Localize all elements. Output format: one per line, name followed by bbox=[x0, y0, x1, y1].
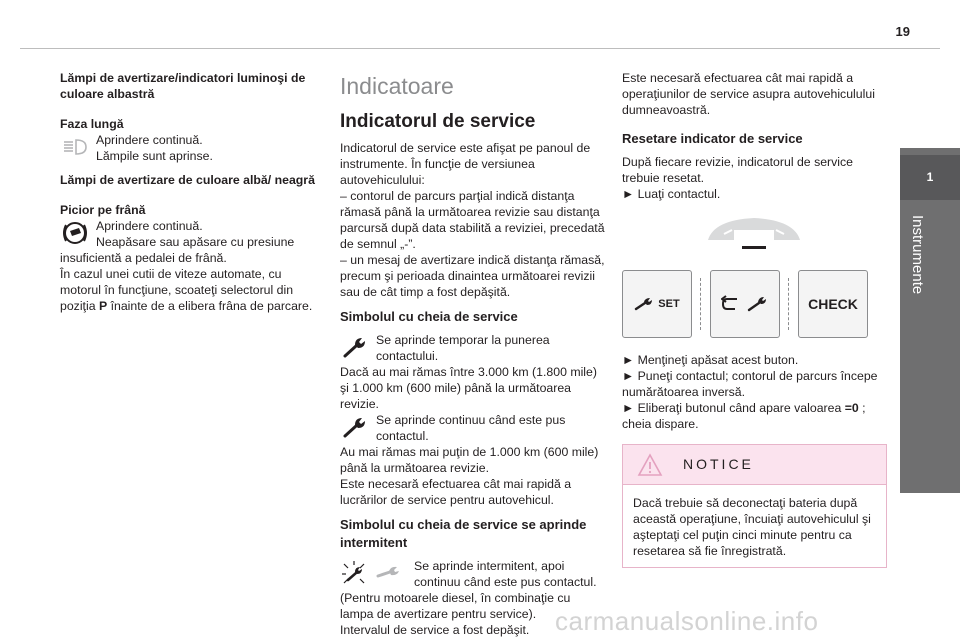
watermark: carmanualsonline.info bbox=[555, 606, 819, 636]
set-button-label: SET bbox=[658, 298, 680, 310]
heading-blue-lamps: Lămpi de avertizare/indicatori luminoşi de culoare albastră bbox=[60, 71, 306, 101]
brake-line1: Aprindere continuă. bbox=[96, 219, 203, 233]
return-wrench-icon bbox=[721, 294, 769, 314]
page-number: 19 bbox=[895, 24, 910, 39]
wrench-flash-entry bbox=[340, 558, 605, 590]
wrench-title: Simbolul cu cheia de service bbox=[340, 309, 518, 324]
notice-box bbox=[622, 444, 887, 568]
reset-step-4-post: ; cheia dispare. bbox=[622, 401, 866, 431]
column-left bbox=[60, 70, 322, 314]
brake-line3-bold: P bbox=[98, 299, 108, 313]
wrench-flash-line1: Se aprinde intermitent, apoi continuu când este pus contactul. bbox=[414, 559, 597, 589]
service-indicator-title: Indicatorul de service bbox=[340, 111, 536, 132]
set-button[interactable] bbox=[622, 270, 692, 338]
reset-step-4-pre: ► Eliberaţi butonul când apare valoarea bbox=[622, 401, 845, 415]
brake-line2: Neapăsare sau apăsare cu presiune insuficientă a pedalei de frână. bbox=[60, 235, 295, 265]
reset-text: După fiecare revizie, indicatorul de service trebuie resetat. bbox=[622, 155, 854, 185]
high-beam-line1: Aprindere continuă. bbox=[96, 133, 203, 147]
wrench-small-icon bbox=[634, 297, 654, 311]
dashed-separator bbox=[700, 278, 702, 330]
wrench-cont-note2: Este necesară efectuarea cât mai rapidă a lucrărilor de service pentru autovehicul. bbox=[340, 477, 572, 507]
reset-title: Resetare indicator de service bbox=[622, 131, 803, 146]
high-beam-line2: Lămpile sunt aprinse. bbox=[96, 149, 213, 163]
wrench-flash-line3: Intervalul de service a fost depăşit. bbox=[340, 623, 530, 637]
instrument-panel-figure bbox=[622, 212, 887, 262]
service-intro: Indicatorul de service este afişat pe panoul de instrumente. În funcţie de versiunea autovehiculului: bbox=[340, 141, 591, 187]
wrench-flash-line2: (Pentru motoarele diesel, în combinaţie cu lampa de avertizare pentru service). bbox=[340, 591, 571, 621]
notice-body: Dacă trebuie să deconectaţi bateria după această operaţiune, încuiaţi autovehiculul şi aşteptaţi cel puţin cinci minute pentru ca resetarea să fie înregistrată. bbox=[623, 485, 886, 567]
wrench-flash-title: Simbolul cu cheia de service se aprinde intermitent bbox=[340, 517, 587, 550]
brake-line3-pre: În cazul unei cutii de viteze automate, cu motorul în funcţiune, scoateţi selectorul din poziţia bbox=[60, 267, 294, 313]
reset-step-2: ► Menţineţi apăsat acest buton. bbox=[622, 353, 799, 367]
brake-line3-post: înainte de a elibera frâna de parcare. bbox=[107, 299, 313, 313]
reset-step-1: ► Luaţi contactul. bbox=[622, 187, 721, 201]
indicators-title: Indicatoare bbox=[340, 73, 454, 99]
service-urgent-intro: Este necesară efectuarea cât mai rapidă a operaţiunilor de service asupra autovehiculului dumneavoastră. bbox=[622, 71, 875, 117]
reset-step-3: ► Puneţi contactul; contorul de parcurs începe numărătoarea inversă. bbox=[622, 369, 878, 399]
high-beam-entry bbox=[60, 132, 322, 164]
high-beam-title: Faza lungă bbox=[60, 117, 124, 131]
notice-title: NOTICE bbox=[683, 456, 754, 472]
brake-line3 bbox=[60, 266, 322, 314]
column-middle bbox=[340, 70, 605, 638]
wrench-cont-entry bbox=[340, 412, 605, 444]
notice-header bbox=[623, 445, 886, 485]
wrench-flashing-icon bbox=[340, 560, 410, 586]
brake-title: Picior pe frână bbox=[60, 203, 146, 217]
section-tab-number[interactable]: 1 bbox=[900, 155, 960, 200]
check-button[interactable]: CHECK bbox=[798, 270, 868, 338]
high-beam-icon bbox=[60, 134, 90, 160]
wrench-icon bbox=[340, 334, 370, 360]
section-tab-label-wrap bbox=[908, 215, 928, 335]
wrench-cont-note: Au mai rămas mai puţin de 1.000 km (600 mile) până la următoarea revizie. bbox=[340, 445, 599, 475]
wrench-temp-note: Dacă au mai rămas între 3.000 km (1.800 mile) şi 1.000 km (600 mile) până la următoarea revizie. bbox=[340, 365, 597, 411]
heading-white-lamps: Lămpi de avertizare de culoare albă/ neagră bbox=[60, 173, 315, 187]
reset-step-4 bbox=[622, 400, 887, 432]
service-bullet-1: – contorul de parcurs parţial indică distanţa rămasă până la următoarea revizie sau distanţa parcursă după data stabilită a reviziei, precedată de semnul „-”. bbox=[340, 189, 605, 251]
brake-pedal-icon bbox=[60, 220, 90, 246]
brake-entry bbox=[60, 218, 322, 250]
reset-step-4-bold: =0 bbox=[844, 401, 859, 415]
wrench-temp-entry bbox=[340, 332, 605, 364]
top-divider bbox=[20, 48, 940, 49]
wrench-cont-text: Se aprinde continuu când este pus contactul. bbox=[376, 413, 566, 443]
reset-buttons-figure bbox=[622, 270, 887, 338]
dashed-separator bbox=[788, 278, 790, 330]
service-bullet-2: – un mesaj de avertizare indică distanţa rămasă, precum şi perioada dinaintea următoarei revizii sau de cât timp a fost depăşită. bbox=[340, 253, 605, 299]
section-tab-label: Instrumente bbox=[909, 215, 926, 295]
wrench-icon-continuous bbox=[340, 414, 370, 440]
wrench-temp-text: Se aprinde temporar la punerea contactului. bbox=[376, 333, 550, 363]
back-wrench-button[interactable] bbox=[710, 270, 780, 338]
warning-triangle-icon bbox=[637, 453, 663, 477]
column-right bbox=[622, 70, 887, 568]
instrument-cluster-icon bbox=[704, 212, 804, 262]
